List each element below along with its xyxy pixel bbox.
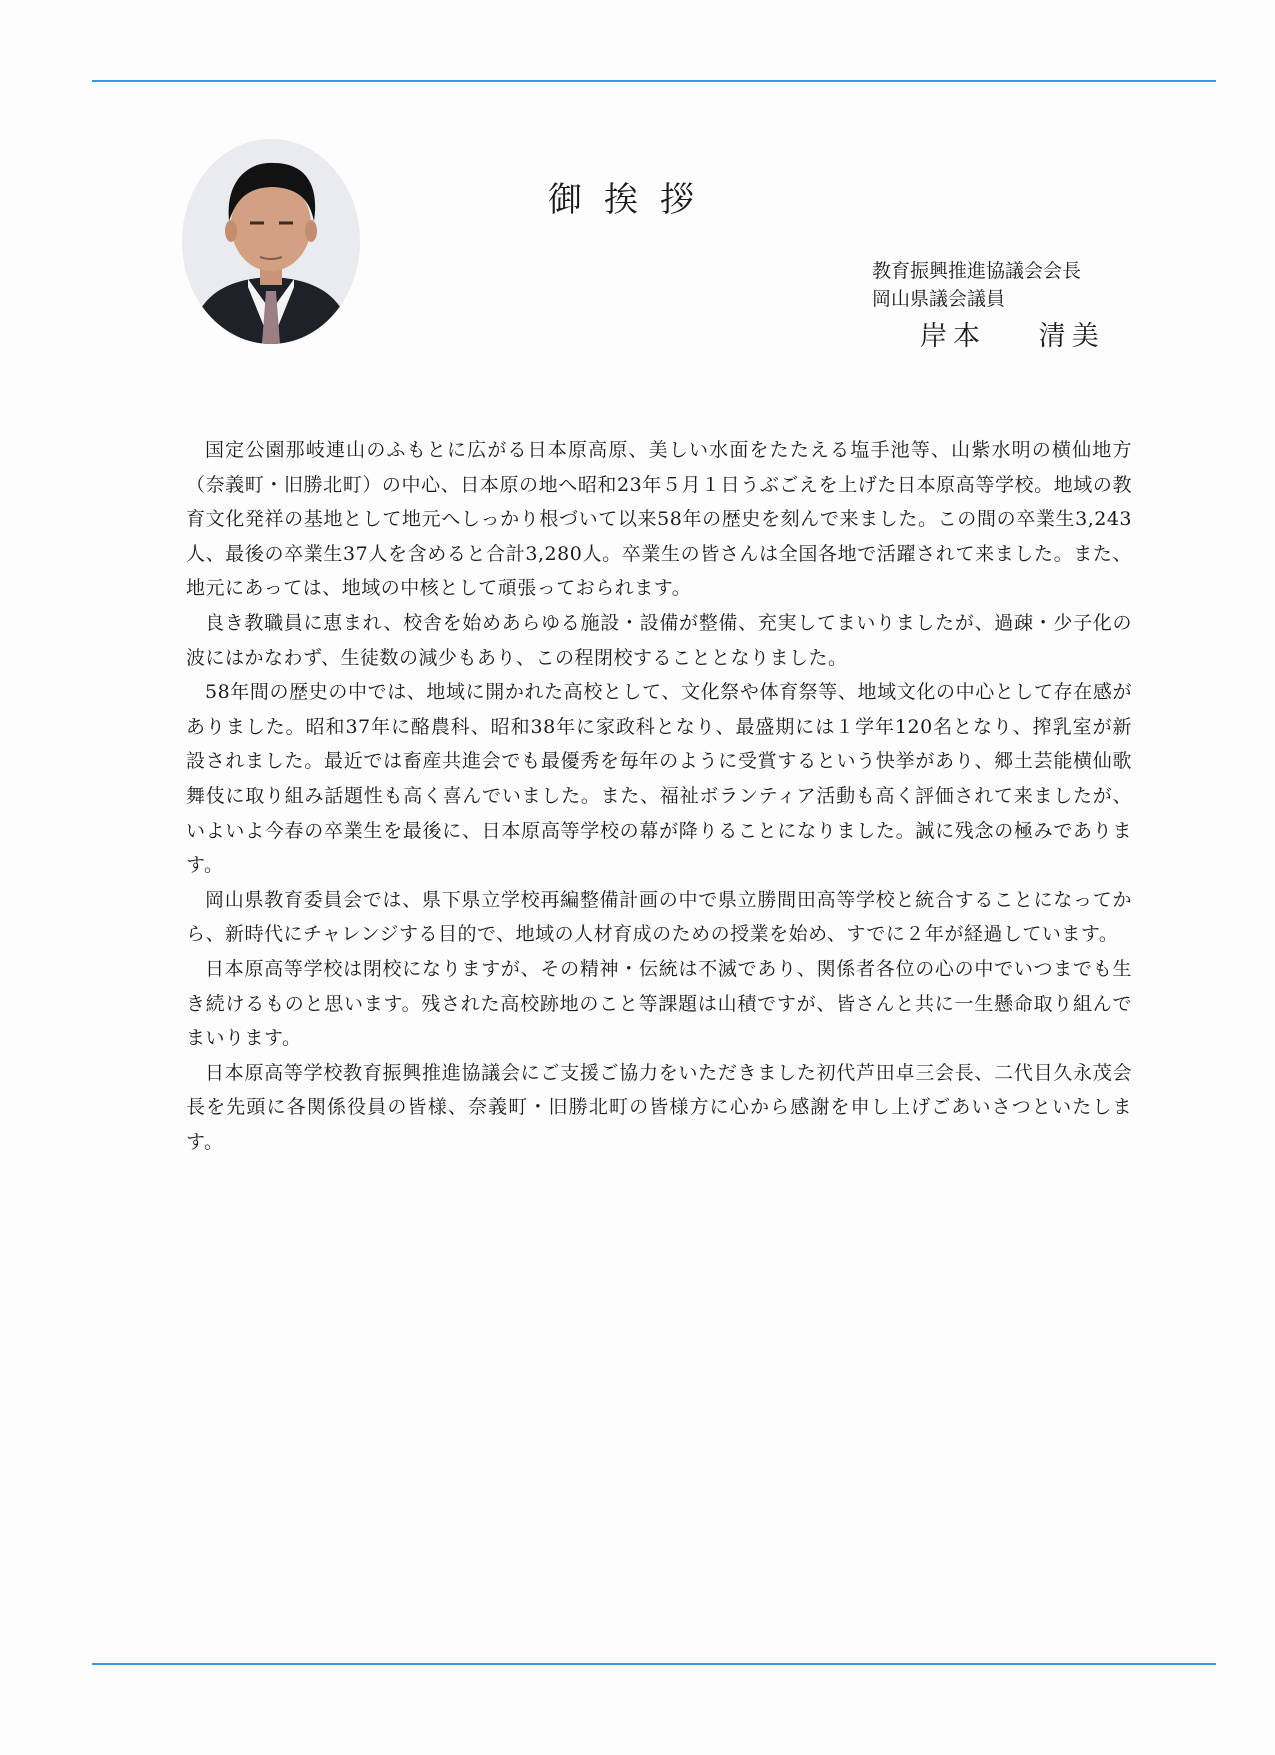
author-position-chair: 教育振興推進協議会会長 [872,260,1082,282]
body-paragraph: 58年間の歴史の中では、地域に開かれた高校として、文化祭や体育祭等、地域文化の中心として存在感がありました。昭和37年に酪農科、昭和38年に家政科となり、最盛期には１学年120名となり、搾乳室が新設されました。最近では畜産共進会でも最優秀を毎年のように受賞するという快挙があり、郷土芸能横仙歌舞伎に取り組み話題性も高く喜んでいました。また、福祉ボランティア活動も高く評価されて来ましたが、いよいよ今春の卒業生を最後に、日本原高等学校の幕が降りることになりました。誠に残念の極みであります。 [186,681,1132,877]
page-title: 御挨拶 [548,180,716,220]
body-paragraph: 日本原高等学校教育振興推進協議会にご支援ご協力をいただきました初代芦田卓三会長、二代目久永茂会長を先頭に各関係役員の皆様、奈義町・旧勝北町の皆様方に心から感謝を申し上げごあいさつといたします。 [186,1061,1132,1153]
portrait-photo [182,139,360,344]
author-block [872,257,1105,351]
author-position-assembly: 岡山県議会議員 [872,288,1006,310]
body-paragraph: 日本原高等学校は閉校になりますが、その精神・伝統は不滅であり、関係者各位の心の中でいつまでも生き続けるものと思います。残された高校跡地のこと等課題は山積ですが、皆さんと共に一生懸命取り組んでまいります。 [186,957,1132,1050]
body-paragraph: 岡山県教育委員会では、県下県立学校再編整備計画の中で県立勝間田高等学校と統合することになってから、新時代にチャレンジする目的で、地域の人材育成のための授業を始め、すでに２年が経過しています。 [186,888,1132,946]
author-portrait [182,139,360,344]
greeting-body [186,433,1132,1159]
author-name: 岸本 清美 [920,321,1105,352]
body-paragraph: 良き教職員に恵まれ、校舎を始めあらゆる施設・設備が整備、充実してまいりましたが、過疎・少子化の波にはかなわず、生徒数の減少もあり、この程閉校することとなりました。 [186,611,1132,669]
body-paragraph: 国定公園那岐連山のふもとに広がる日本原高原、美しい水面をたたえる塩手池等、山紫水明の横仙地方（奈義町・旧勝北町）の中心、日本原の地へ昭和23年５月１日うぶごえを上げた日本原高等学校。地域の教育文化発祥の基地として地元へしっかり根づいて以来58年の歴史を刻んで来ました。この間の卒業生3,243人、最後の卒業生37人を含めると合計3,280人。卒業生の皆さんは全国各地で活躍されて来ました。また、地元にあっては、地域の中核として頑張っておられます。 [186,439,1132,600]
top-rule [92,80,1216,82]
bottom-rule [92,1663,1216,1665]
